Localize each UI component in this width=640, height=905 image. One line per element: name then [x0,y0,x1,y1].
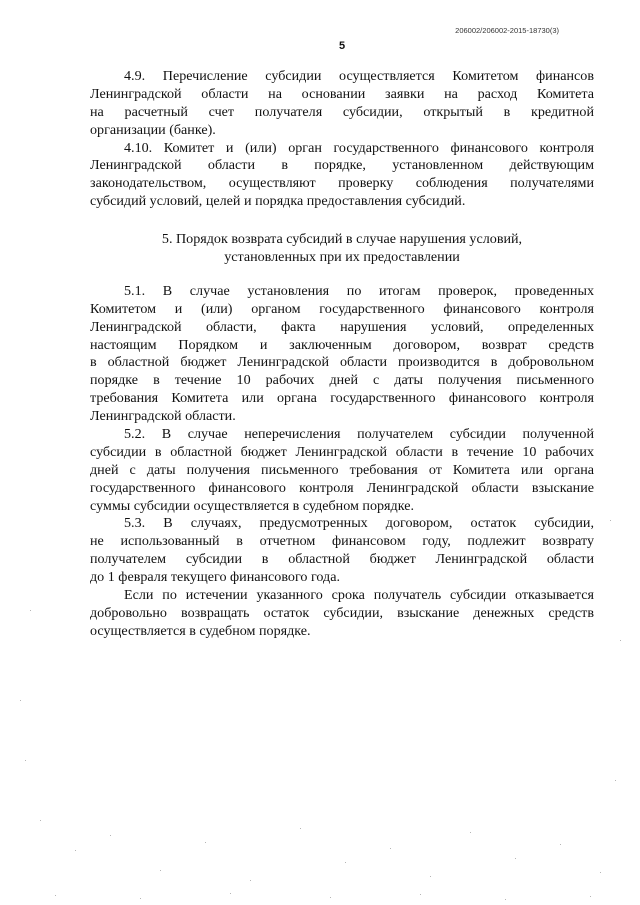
paragraph-line: 5.1. В случае установления по итогам проверок, проведенных [124,282,594,299]
paragraph-line: на расчетный счет получателя субсидии, открытый в кредитной [90,103,594,120]
spacer [90,211,594,231]
scan-speck [600,872,601,873]
scan-speck [20,700,21,701]
paragraph-line: получателем субсидии в областной бюджет Ленинградской области [90,551,594,568]
scan-speck [590,896,591,897]
paragraph-line: Ленинградской области на основании заявки на расход Комитета [90,85,594,102]
section-5-heading [90,231,594,267]
paragraph-line: 4.9. Перечисление субсидии осуществляется Комитетом финансов [124,68,594,84]
scan-speck [615,780,616,781]
scan-speck [140,898,141,899]
paragraph-5-1 [90,283,594,426]
scan-speck [160,870,161,871]
paragraph-line: 5.3. В случаях, предусмотренных договором, остаток субсидии, [124,515,594,532]
paragraph-4-9 [90,68,594,140]
section-heading-line: установленных при их предоставлении [224,249,460,266]
paragraph-line: до 1 февраля текущего финансового года. [90,569,340,586]
paragraph-5-3-continuation [90,587,594,641]
paragraph-line: 4.10. Комитет и (или) орган государственного финансового контроля [124,139,594,156]
section-heading-line: 5. Порядок возврата субсидий в случае нарушения условий, [161,231,523,248]
scan-speck [230,893,231,894]
paragraph-line: дней с даты получения письменного требования от Комитета или органа [90,461,594,478]
scan-speck [515,858,516,859]
paragraph-line: Комитетом и (или) органом государственного финансового контроля [90,300,594,317]
scan-speck [470,832,471,833]
spacer [90,267,594,283]
paragraph-line: в областной бюджет Ленинградской области производится в добровольном [90,354,594,371]
scan-speck [75,850,76,851]
paragraph-line: Ленинградской области в порядке, установленном действующим [90,157,594,174]
paragraph-line: законодательством, осуществляют проверку соблюдения получателями [90,175,594,192]
paragraph-line: субсидий условий, целей и порядка предоставления субсидий. [90,193,466,210]
paragraph-line: порядке в течение 10 рабочих дней с даты получения письменного [90,372,594,389]
scan-speck [560,844,561,845]
scan-speck [505,899,506,900]
paragraph-5-2 [90,426,594,515]
paragraph-line: Ленинградской области, факта нарушения условий, определенных [90,318,594,335]
scan-speck [330,897,331,898]
scan-speck [205,842,206,843]
paragraph-line: осуществляется в судебном порядке. [90,622,311,639]
scan-speck [430,876,431,877]
paragraph-line: 5.2. В случае неперечисления получателем субсидии полученной [124,426,594,443]
paragraph-4-10 [90,140,594,212]
scan-speck [345,862,346,863]
scan-speck [40,820,41,821]
scan-speck [250,880,251,881]
paragraph-line: добровольно возвращать остаток субсидии, взыскание денежных средств [90,604,594,621]
paragraph-line: организации (банке). [90,121,216,138]
document-reference-number: 206002/206002-2015-18730(3) [455,26,559,35]
paragraph-line: требования Комитета или органа государственного финансового контроля [90,390,594,407]
page-number: 5 [338,40,346,52]
scan-speck [55,895,56,896]
scan-speck [25,760,26,761]
scan-speck [420,894,421,895]
paragraph-line: не использованный в отчетном финансовом году, подлежит возврату [90,533,594,550]
paragraph-5-3 [90,515,594,587]
paragraph-line: суммы субсидии осуществляется в судебном порядке. [90,497,414,514]
scan-speck [620,640,621,641]
scan-speck [390,848,391,849]
scan-speck [30,610,31,611]
paragraph-line: Ленинградской области. [90,408,236,425]
scan-speck [610,520,611,521]
document-body [90,68,594,641]
scan-speck [300,828,301,829]
paragraph-line: настоящим Порядком и заключенным договором, возврат средств [90,336,594,353]
paragraph-line: государственного финансового контроля Ленинградской области взыскание [90,479,594,496]
scan-speck [110,835,111,836]
paragraph-line: субсидии в областной бюджет Ленинградской области в течение 10 рабочих [90,443,594,460]
paragraph-line: Если по истечении указанного срока получатель субсидии отказывается [124,587,594,604]
